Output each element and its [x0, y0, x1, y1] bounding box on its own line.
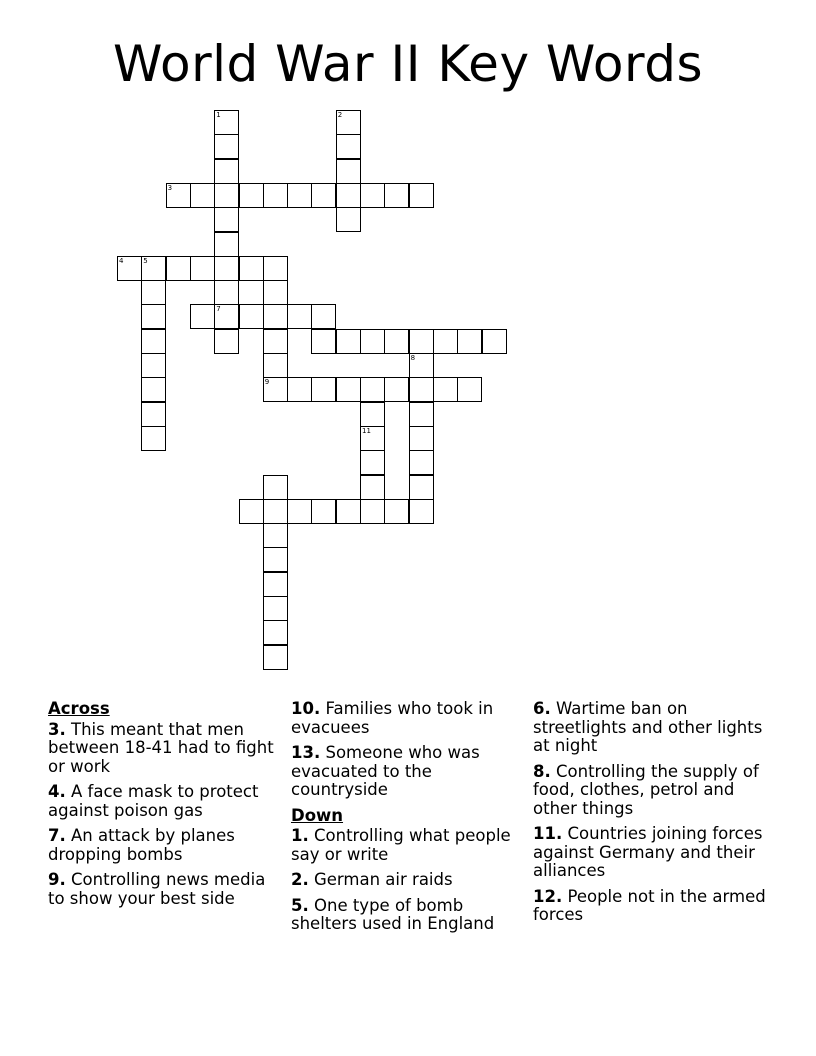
page-title: World War II Key Words: [112, 35, 703, 93]
clue-text: One type of bomb shelters used in England: [291, 895, 495, 933]
grid-cell[interactable]: [166, 183, 191, 208]
clue-number: 6.: [533, 699, 551, 718]
grid-cell[interactable]: [263, 475, 288, 500]
grid-cell[interactable]: [311, 304, 336, 329]
grid-cell[interactable]: [117, 256, 142, 281]
grid-cell[interactable]: [263, 329, 288, 354]
grid-cell[interactable]: [482, 329, 507, 354]
grid-cell[interactable]: [141, 426, 166, 451]
clues-column-2: [291, 700, 527, 941]
grid-cell[interactable]: [141, 280, 166, 305]
clue-number: 1.: [291, 826, 309, 845]
down-heading: Down: [291, 805, 344, 825]
clue-down-5: [291, 897, 527, 934]
grid-cell[interactable]: [336, 134, 361, 159]
grid-cell[interactable]: [311, 499, 336, 524]
cell-number: 1: [216, 111, 221, 119]
clue-across-3: [48, 721, 284, 777]
clue-down-8: [533, 763, 769, 819]
grid-cell[interactable]: [409, 353, 434, 378]
clue-down-2: [291, 871, 527, 890]
grid-cell[interactable]: [263, 596, 288, 621]
grid-cell[interactable]: [336, 499, 361, 524]
grid-cell[interactable]: [336, 183, 361, 208]
grid-cell[interactable]: [214, 256, 239, 281]
across-heading: Across: [48, 699, 110, 718]
grid-cell[interactable]: [409, 183, 434, 208]
grid-cell[interactable]: [311, 183, 336, 208]
grid-cell[interactable]: [214, 110, 239, 135]
grid-cell[interactable]: [239, 499, 264, 524]
cell-number: 5: [143, 256, 148, 265]
grid-cell[interactable]: [141, 329, 166, 354]
grid-cell[interactable]: [457, 377, 482, 402]
clue-down-11: [533, 825, 769, 881]
grid-cell[interactable]: [409, 499, 434, 524]
grid-cell[interactable]: [263, 304, 288, 329]
grid-cell[interactable]: [360, 183, 385, 208]
grid-cell[interactable]: [214, 304, 239, 329]
cell-number: 7: [216, 305, 221, 314]
grid-cell[interactable]: [141, 402, 166, 427]
grid-cell[interactable]: [433, 329, 458, 354]
grid-cell[interactable]: [190, 256, 215, 281]
grid-cell[interactable]: [360, 377, 385, 402]
grid-cell[interactable]: [360, 450, 385, 475]
clue-text: Wartime ban on streetlights and other lights at night: [533, 699, 763, 755]
grid-cell[interactable]: [360, 475, 385, 500]
clue-number: 5.: [291, 895, 309, 915]
grid-cell[interactable]: [336, 329, 361, 354]
grid-cell[interactable]: [214, 183, 239, 208]
grid-cell[interactable]: [214, 207, 239, 232]
clue-number: 13.: [291, 743, 321, 762]
grid-cell[interactable]: [336, 377, 361, 402]
clue-text: Controlling the supply of food, clothes, petrol and other things: [533, 761, 759, 818]
grid-cell[interactable]: [336, 159, 361, 184]
grid-cell[interactable]: [263, 547, 288, 572]
grid-cell[interactable]: [239, 304, 264, 329]
clue-text: German air raids: [308, 870, 453, 889]
clue-text: An attack by planes dropping bombs: [48, 826, 235, 864]
grid-cell[interactable]: [263, 620, 288, 645]
grid-cell[interactable]: [287, 183, 312, 208]
grid-cell[interactable]: [311, 329, 336, 354]
grid-cell[interactable]: [263, 645, 288, 670]
grid-cell[interactable]: [190, 304, 215, 329]
grid-cell[interactable]: [360, 499, 385, 524]
grid-cell[interactable]: [409, 377, 434, 402]
clue-text: Someone who was evacuated to the countryside: [291, 743, 480, 799]
clue-text: This meant that men between 18-41 had to fight or work: [48, 719, 274, 776]
grid-cell[interactable]: [287, 377, 312, 402]
grid-cell[interactable]: [239, 256, 264, 281]
clue-across-13: [291, 744, 527, 800]
cell-number: 8: [410, 354, 416, 362]
grid-cell[interactable]: [311, 377, 336, 402]
grid-cell[interactable]: [409, 329, 434, 354]
grid-cell[interactable]: [409, 402, 434, 427]
grid-cell[interactable]: [384, 329, 409, 354]
clue-number: 11.: [533, 824, 563, 843]
clue-number: 12.: [533, 886, 563, 906]
clue-across-9: [48, 871, 284, 908]
clue-number: 8.: [533, 761, 551, 781]
grid-cell[interactable]: [190, 183, 215, 208]
clue-text: Controlling what people say or write: [291, 826, 511, 864]
grid-cell[interactable]: [214, 280, 239, 305]
cell-number: 4: [119, 256, 124, 265]
clue-across-10: [291, 700, 527, 737]
cell-number: 3: [167, 183, 173, 192]
clue-number: 4.: [48, 782, 66, 801]
grid-cell[interactable]: [141, 353, 166, 378]
grid-cell[interactable]: [263, 183, 288, 208]
clues-column-3: [533, 700, 769, 932]
grid-cell[interactable]: [457, 329, 482, 354]
clue-across-4: [48, 783, 284, 820]
grid-cell[interactable]: [141, 256, 166, 281]
grid-cell[interactable]: [263, 377, 288, 402]
grid-cell[interactable]: [263, 353, 288, 378]
grid-cell[interactable]: [360, 426, 385, 451]
clue-down-1: [291, 827, 527, 864]
grid-cell[interactable]: [263, 572, 288, 597]
grid-cell[interactable]: [287, 499, 312, 524]
grid-cell[interactable]: [263, 280, 288, 305]
grid-cell[interactable]: [433, 377, 458, 402]
cell-number: 9: [264, 378, 270, 387]
grid-cell[interactable]: [409, 475, 434, 500]
clue-number: 3.: [48, 719, 66, 739]
cell-number: 11: [362, 426, 371, 435]
clues-column-1: [48, 700, 284, 915]
grid-cell[interactable]: [263, 256, 288, 281]
grid-cell[interactable]: [141, 377, 166, 402]
clue-text: A face mask to protect against poison gas: [48, 782, 259, 820]
grid-cell[interactable]: [214, 232, 239, 257]
grid-cell[interactable]: [239, 183, 264, 208]
grid-cell[interactable]: [336, 110, 361, 135]
clue-number: 9.: [48, 870, 66, 889]
clue-text: Countries joining forces against Germany and their alliances: [533, 824, 763, 880]
clue-number: 10.: [291, 699, 321, 718]
clue-down-6: [533, 700, 769, 756]
grid-cell[interactable]: [384, 183, 409, 208]
grid-cell[interactable]: [409, 426, 434, 451]
grid-cell[interactable]: [263, 523, 288, 548]
grid-cell[interactable]: [360, 329, 385, 354]
grid-cell[interactable]: [166, 256, 191, 281]
grid-cell[interactable]: [384, 499, 409, 524]
clue-down-12: [533, 888, 769, 925]
clue-text: Controlling news media to show your best side: [48, 870, 266, 908]
clue-text: Families who took in evacuees: [291, 699, 494, 737]
grid-cell[interactable]: [409, 450, 434, 475]
clue-across-7: [48, 827, 284, 864]
grid-cell[interactable]: [214, 159, 239, 184]
clue-text: People not in the armed forces: [533, 886, 766, 924]
grid-cell[interactable]: [214, 329, 239, 354]
grid-cell[interactable]: [336, 207, 361, 232]
clue-number: 7.: [48, 826, 66, 845]
grid-cell[interactable]: [360, 402, 385, 427]
grid-cell[interactable]: [263, 499, 288, 524]
grid-cell[interactable]: [141, 304, 166, 329]
cell-number: 2: [337, 111, 343, 119]
grid-cell[interactable]: [384, 377, 409, 402]
clue-number: 2.: [291, 870, 309, 889]
grid-cell[interactable]: [214, 134, 239, 159]
grid-cell[interactable]: [287, 304, 312, 329]
